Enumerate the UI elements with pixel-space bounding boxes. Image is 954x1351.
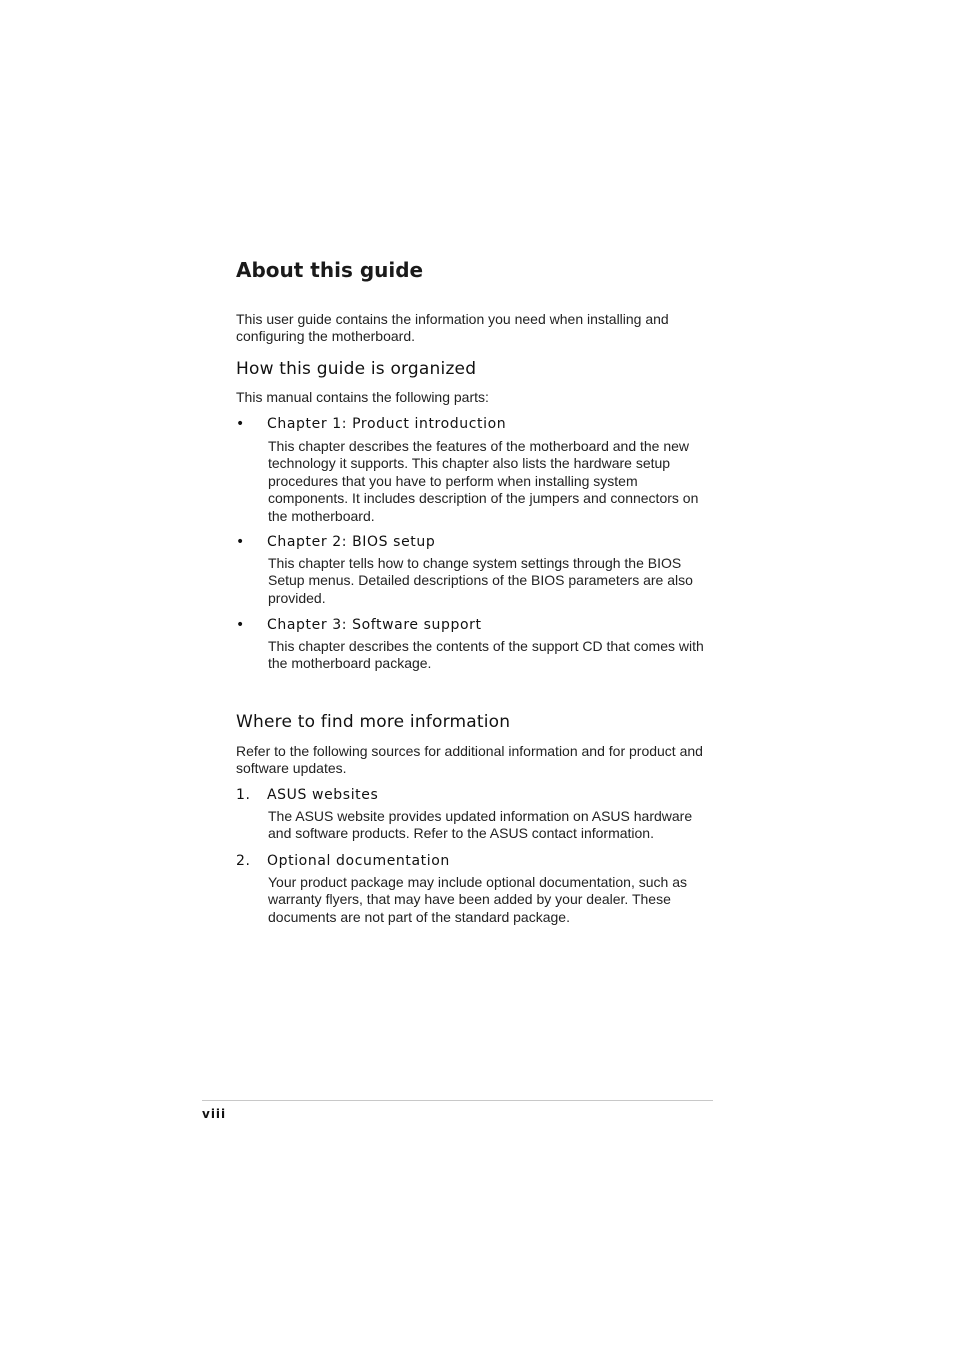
section-heading-more-info: Where to find more information — [236, 712, 511, 732]
chapter-3-heading — [236, 616, 482, 634]
intro-paragraph: This user guide contains the information you need when installing and configuring the motherboard. — [236, 311, 669, 345]
chapter-1-heading — [236, 415, 506, 433]
chapter-2-heading — [236, 533, 435, 551]
chapter-2-title: Chapter 2: BIOS setup — [267, 534, 436, 550]
source-1-title: ASUS websites — [267, 787, 379, 803]
chapter-1-description: This chapter describes the features of the motherboard and the new technology it supports. This chapter also lists the hardware setup procedures that you have to perform when installing system components. It includes description of the jumpers and connectors on the motherboard. — [268, 438, 699, 524]
organized-intro: This manual contains the following parts: — [236, 389, 489, 405]
page-title: About this guide — [236, 258, 424, 282]
source-1-number: 1. — [236, 787, 251, 803]
footer-divider — [202, 1100, 713, 1101]
source-2-title: Optional documentation — [267, 853, 450, 869]
chapter-3-description: This chapter describes the contents of the support CD that comes with the motherboard package. — [268, 638, 704, 672]
source-1-heading — [236, 786, 378, 804]
chapter-1-title: Chapter 1: Product introduction — [267, 416, 507, 432]
chapter-2-description: This chapter tells how to change system settings through the BIOS Setup menus. Detailed descriptions of the BIOS parameters are also provided. — [268, 555, 693, 606]
source-1-description: The ASUS website provides updated information on ASUS hardware and software products. Refer to the ASUS contact information. — [268, 808, 693, 842]
source-2-heading — [236, 852, 450, 870]
section-heading-organized: How this guide is organized — [236, 359, 477, 379]
source-2-number: 2. — [236, 853, 251, 869]
page-number: viii — [202, 1107, 227, 1121]
source-2-description: Your product package may include optional documentation, such as warranty flyers, that may have been added by your dealer. These documents are not part of the standard package. — [268, 874, 687, 925]
bullet-icon: • — [236, 416, 245, 432]
bullet-icon: • — [236, 617, 245, 633]
bullet-icon: • — [236, 534, 245, 550]
chapter-3-title: Chapter 3: Software support — [267, 617, 482, 633]
more-info-intro: Refer to the following sources for additional information and for product and software updates. — [236, 743, 703, 777]
